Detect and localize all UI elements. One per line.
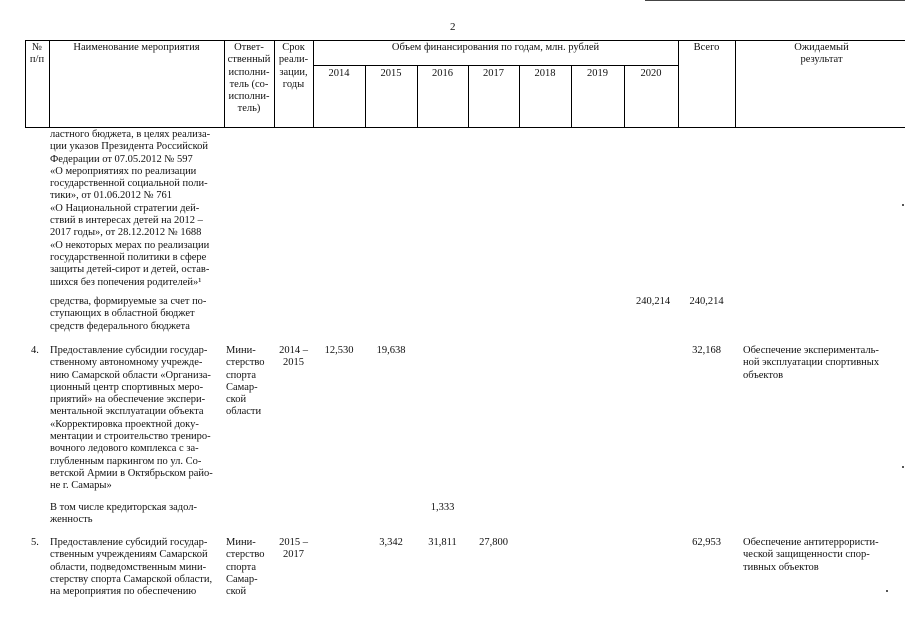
row-4-number: 4.	[31, 345, 39, 356]
page-number: 2	[450, 21, 456, 33]
row-5-name: Предоставление субсидий государ- ственным учреждениям Самарской области, подведомственным мини- стерству спорта Самарской области, на мероприятия по обеспечению	[50, 537, 213, 598]
row-5-total: 62,953	[692, 537, 721, 548]
row-5-executor: Мини- стерство спорта Самар- ской	[226, 537, 265, 598]
row-federal-funds-name: средства, формируемые за счет по- ступающих в областной бюджет средств федерального бюджета	[50, 296, 207, 332]
row-4-executor: Мини- стерство спорта Самар- ской области	[226, 345, 265, 418]
row-4-expected-result: Обеспечение эксперименталь- ной эксплуатации спортивных объектов	[743, 345, 880, 381]
header-year-2017: 2017	[483, 68, 504, 79]
row-4-creditor-debt-name: В том числе кредиторская задол- женность	[50, 502, 197, 526]
header-year-2018: 2018	[534, 68, 556, 79]
row-5-2017: 27,800	[479, 537, 508, 548]
scan-speck	[902, 204, 904, 206]
header-executor: Ответ- ственный исполни- тель (со- исполни- тель)	[227, 42, 271, 115]
header-number: № п/п	[29, 42, 45, 66]
row-5-2016: 31,811	[428, 537, 457, 548]
row-continued-name: ластного бюджета, в целях реализа- ции указов Президента Российской Федерации от 07.05.2012 № 597 «О мероприятиях по реализации государственной социальной поли- тики», от 01.06.2012 № 761 «О Национальной стратегии дей- ствий в интересах детей на 2012 – 2017 годы», от 28.12.2012 № 1688 «О некоторых мерах по реализации государственной политики в сфере защиты детей-сирот и детей, остав- шихся без попечения родителей»¹	[50, 129, 211, 288]
header-expected-result: Ожидаемый результат	[794, 42, 849, 66]
row-4-2015: 19,638	[376, 345, 406, 356]
row-federal-funds-total: 240,214	[689, 296, 724, 307]
header-bottom-border	[25, 127, 905, 128]
row-4-creditor-debt-2016: 1,333	[430, 502, 455, 513]
row-5-term: 2015 – 2017	[279, 537, 308, 561]
header-term: Срок реали- зации, годы	[278, 42, 309, 90]
header-year-2016: 2016	[432, 68, 453, 79]
header-total: Всего	[693, 42, 720, 53]
row-federal-funds-2020: 240,214	[635, 296, 671, 307]
scan-speck	[902, 466, 904, 468]
header-year-2020: 2020	[640, 68, 662, 79]
row-4-name: Предоставление субсидии государ- ственному автономному учрежде- нию Самарской области «Организа- ционный центр спортивных меро- приятий» на обеспечение экспери- ментальной эксплуатации объекта «Корректировка проектной доку- ментации и строительство трениро- вочного ледового комплекса с за- глубленным паркингом по ул. Со- ветской Армии в Октябрьском райо- не г. Самары»	[50, 345, 213, 492]
scan-speck	[886, 590, 888, 592]
header-year-2014: 2014	[328, 68, 350, 79]
header-year-2015: 2015	[380, 68, 402, 79]
header-financing: Объем финансирования по годам, млн. рублей	[391, 42, 600, 53]
table-header	[25, 40, 905, 128]
header-year-2019: 2019	[587, 68, 608, 79]
row-4-term: 2014 – 2015	[279, 345, 308, 369]
row-5-number: 5.	[31, 537, 39, 548]
row-4-2014: 12,530	[324, 345, 354, 356]
top-rule	[645, 0, 905, 1]
row-4-total: 32,168	[692, 345, 721, 356]
row-5-expected-result: Обеспечение антитеррористи- ческой защищенности спор- тивных объектов	[743, 537, 879, 573]
row-5-2015: 3,342	[379, 537, 403, 548]
header-name: Наименование мероприятия	[73, 42, 200, 53]
